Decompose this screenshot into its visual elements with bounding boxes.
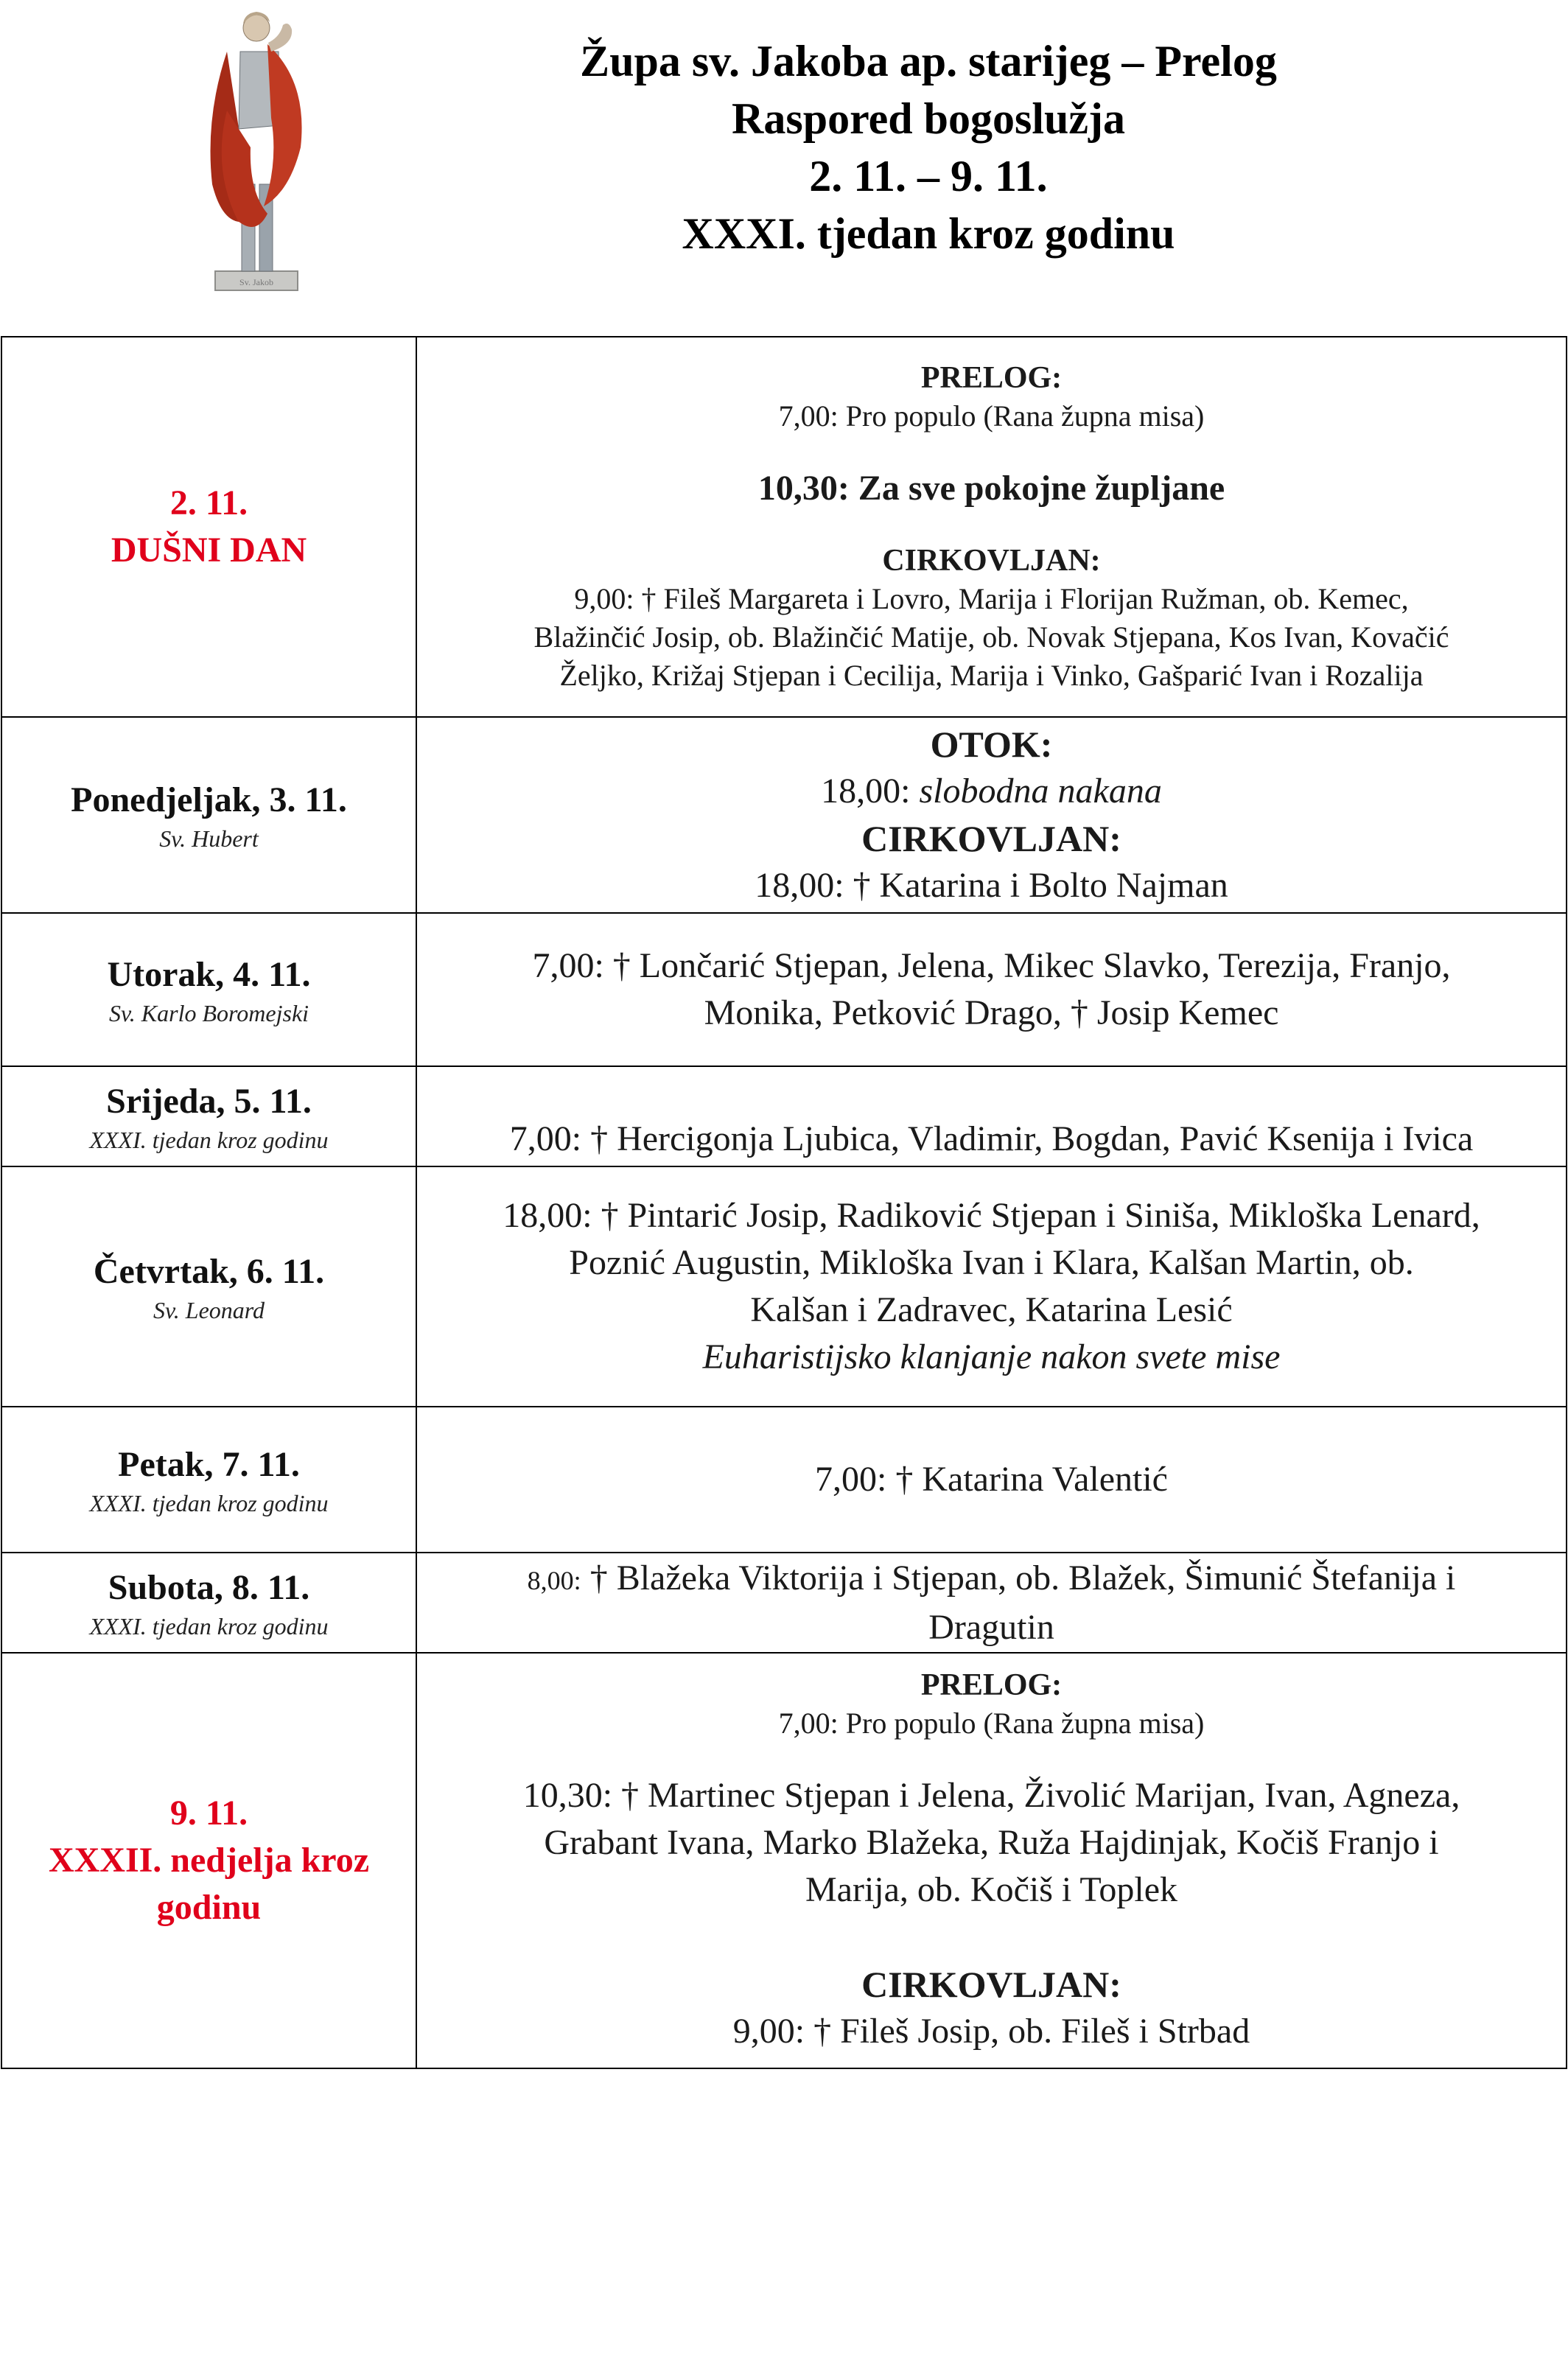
page-header [413, 32, 1444, 262]
mass-entry: 10,30: † Martinec Stjepan i Jelena, Živolić Marijan, Ivan, Agneza, [522, 1776, 1460, 1815]
day-feast: godinu [156, 1888, 262, 1927]
day-saint: Sv. Karlo Boromejski [108, 1000, 309, 1026]
mass-entry: 7,00: † Lončarić Stjepan, Jelena, Mikec Slavko, Terezija, Franjo, [532, 946, 1451, 985]
mass-entry [423, 1555, 1560, 1604]
liturgical-week: XXXI. tjedan kroz godinu [682, 209, 1175, 258]
day-cell [1, 1553, 416, 1653]
day-name: Srijeda, 5. 11. [106, 1082, 312, 1121]
table-row [1, 1407, 1567, 1553]
day-feast: DUŠNI DAN [111, 531, 307, 570]
location-label: PRELOG: [920, 1668, 1063, 1702]
mass-cell [416, 337, 1567, 717]
date-range: 2. 11. – 9. 11. [809, 152, 1048, 200]
mass-entry: Marija, ob. Kočiš i Toplek [805, 1870, 1177, 1909]
day-saint: XXXI. tjedan kroz godinu [89, 1127, 329, 1153]
mass-entry: 18,00: † Pintarić Josip, Radiković Stjepan i Siniša, Mikloška Lenard, [503, 1196, 1480, 1235]
day-cell [1, 1066, 416, 1166]
day-cell [1, 1653, 416, 2068]
mass-time: 8,00: [527, 1565, 581, 1595]
day-cell [1, 337, 416, 717]
mass-cell [416, 1407, 1567, 1553]
saint-jacob-statue-icon [197, 0, 315, 295]
statue-base-label: Sv. Jakob [239, 277, 273, 287]
mass-entry: 10,30: Za sve pokojne župljane [757, 469, 1225, 508]
day-cell [1, 913, 416, 1066]
day-name: Ponedjeljak, 3. 11. [71, 780, 347, 819]
day-name: Utorak, 4. 11. [107, 955, 311, 994]
day-saint: XXXI. tjedan kroz godinu [89, 1490, 329, 1516]
mass-cell [416, 1553, 1567, 1653]
table-row [1, 717, 1567, 913]
day-saint: Sv. Hubert [159, 825, 259, 852]
table-row [1, 1066, 1567, 1166]
mass-entry: 9,00: † Fileš Margareta i Lovro, Marija i Florijan Ružman, ob. Kemec, [574, 582, 1409, 615]
mass-entry: 7,00: Pro populo (Rana župna misa) [778, 399, 1205, 433]
mass-cell [416, 717, 1567, 913]
location-label: OTOK: [930, 724, 1053, 765]
day-date: 9. 11. [169, 1794, 248, 1833]
day-name: Petak, 7. 11. [118, 1445, 300, 1484]
location-label: PRELOG: [920, 361, 1063, 395]
mass-cell [416, 913, 1567, 1066]
table-row [1, 337, 1567, 717]
mass-entry: 9,00: † Fileš Josip, ob. Fileš i Strbad [732, 2012, 1250, 2051]
mass-cell [416, 1653, 1567, 2068]
day-cell [1, 1166, 416, 1407]
day-feast: XXXII. nedjelja kroz [48, 1841, 370, 1880]
mass-entry: 7,00: † Katarina Valentić [815, 1460, 1168, 1499]
mass-entry: Poznić Augustin, Mikloška Ivan i Klara, Kalšan Martin, ob. [569, 1243, 1414, 1282]
adoration-note: Euharistijsko klanjanje nakon svete mise [702, 1337, 1281, 1376]
mass-cell [416, 1066, 1567, 1166]
mass-entry: 7,00: Pro populo (Rana župna misa) [778, 1707, 1205, 1740]
table-row [1, 913, 1567, 1066]
mass-entry: Dragutin [928, 1607, 1054, 1647]
location-label: CIRKOVLJAN: [861, 1964, 1121, 2005]
mass-entry: 7,00: † Hercigonja Ljubica, Vladimir, Bogdan, Pavić Ksenija i Ivica [509, 1119, 1474, 1158]
day-cell [1, 1407, 416, 1553]
mass-cell [416, 1166, 1567, 1407]
day-saint: Sv. Leonard [153, 1297, 265, 1323]
day-name: Subota, 8. 11. [108, 1568, 310, 1607]
mass-intention: † Blažeka Viktorija i Stjepan, ob. Blažek, Šimunić Štefanija i [589, 1558, 1456, 1598]
mass-time: 18,00: [821, 771, 911, 811]
day-name: Četvrtak, 6. 11. [93, 1252, 325, 1291]
mass-entry [423, 768, 1560, 815]
location-label: CIRKOVLJAN: [882, 544, 1101, 578]
mass-entry: 18,00: † Katarina i Bolto Najman [755, 866, 1228, 905]
mass-entry: Blažinčić Josip, ob. Blažinčić Matije, ob. Novak Stjepana, Kos Ivan, Kovačić [533, 620, 1449, 654]
mass-entry: Grabant Ivana, Marko Blažeka, Ruža Hajdinjak, Kočiš Franjo i [544, 1823, 1439, 1862]
mass-intention: slobodna nakana [919, 771, 1162, 811]
day-cell [1, 717, 416, 913]
mass-entry: Monika, Petković Drago, † Josip Kemec [704, 993, 1279, 1032]
parish-title: Župa sv. Jakoba ap. starijeg – Prelog [580, 37, 1277, 85]
day-saint: XXXI. tjedan kroz godinu [89, 1613, 329, 1640]
table-row [1, 1166, 1567, 1407]
mass-entry: Kalšan i Zadravec, Katarina Lesić [750, 1290, 1233, 1329]
mass-entry: Željko, Križaj Stjepan i Cecilija, Marija i Vinko, Gašparić Ivan i Rozalija [559, 659, 1424, 692]
table-row [1, 1653, 1567, 2068]
table-row [1, 1553, 1567, 1653]
location-label: CIRKOVLJAN: [861, 818, 1121, 859]
schedule-title: Raspored bogoslužja [732, 94, 1125, 143]
schedule-table [1, 336, 1567, 2069]
day-date: 2. 11. [169, 483, 248, 522]
